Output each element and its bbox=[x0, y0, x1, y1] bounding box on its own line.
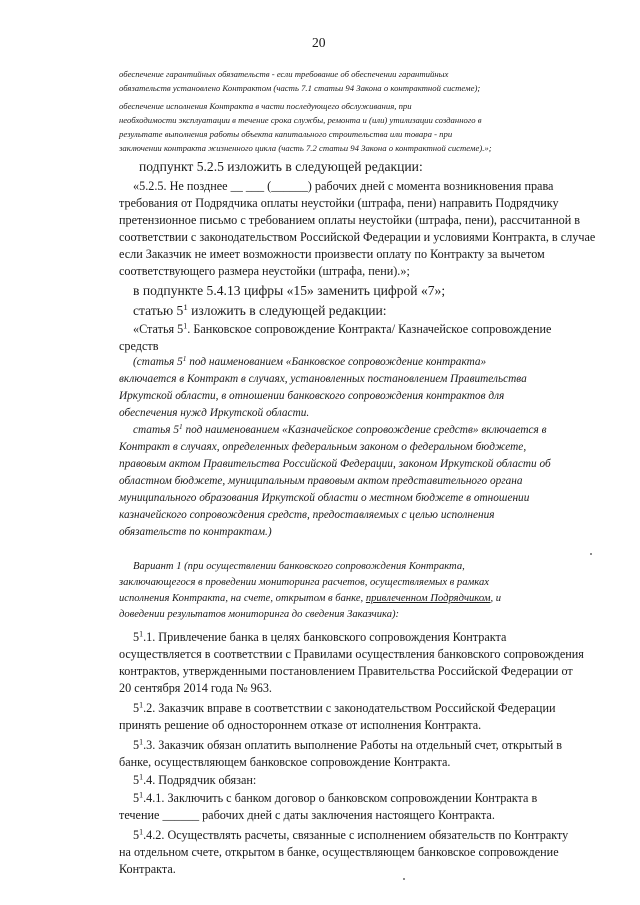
text-line: обязательств по контрактам.) bbox=[119, 526, 272, 538]
text-segment: 5 bbox=[133, 701, 140, 715]
text-line: подпункт 5.2.5 изложить в следующей редакции: bbox=[139, 159, 423, 174]
text-line bbox=[133, 421, 547, 436]
text-line bbox=[133, 774, 256, 786]
text-segment: .1. Привлечение банка в целях банковского сопровождения Контракта bbox=[143, 630, 507, 644]
text-line bbox=[119, 102, 597, 111]
superscript: 1 bbox=[139, 790, 144, 800]
superscript: 1 bbox=[139, 629, 144, 639]
superscript: 1 bbox=[178, 421, 183, 431]
text-line: обязательств установлено Контрактом (часть 7.1 статьи 94 Закона о контрактной системе); bbox=[119, 83, 481, 93]
text-line: осуществляется в соответствии с Правилами осуществления банковского сопровождения bbox=[119, 647, 584, 661]
text-segment: .4.2. Осуществлять расчеты, связанные с исполнением обязательств по Контракту bbox=[143, 828, 569, 842]
text-line: претензионное письмо с требованием оплаты неустойки (штрафа, пени), рассчитанной в bbox=[119, 213, 581, 227]
superscript: 1 bbox=[182, 353, 187, 363]
superscript: 1 bbox=[183, 321, 188, 331]
text-line: 20 сентября 2014 года № 963. bbox=[119, 681, 272, 695]
text-segment: 5 bbox=[133, 828, 140, 842]
text-line: принять решение об одностороннем отказе от исполнения Контракта. bbox=[119, 718, 482, 732]
text-line: доведении результатов мониторинга до сведения Заказчика): bbox=[119, 609, 400, 620]
text-segment: 5 bbox=[133, 630, 140, 644]
text-line: течение ______ рабочих дней с даты заключения настоящего Контракта. bbox=[119, 808, 495, 822]
text-segment: «Статья 5 bbox=[133, 322, 184, 336]
scan-speck bbox=[403, 878, 405, 880]
text-line: результате выполнения работы объекта капитального строительства или товара - при bbox=[119, 129, 453, 139]
scan-speck bbox=[590, 553, 592, 555]
text-segment: привлеченном Подрядчиком bbox=[365, 593, 491, 604]
text-segment: .4. Подрядчик обязан: bbox=[143, 773, 257, 787]
superscript: 1 bbox=[139, 772, 144, 782]
text-segment: 5 bbox=[133, 791, 140, 805]
text-line: контрактов, утвержденными постановлением Правительства Российской Федерации от bbox=[119, 664, 573, 678]
text-segment: (статья 5 bbox=[133, 356, 183, 368]
text-line: заключающегося в проведении мониторинга расчетов, осуществляемых в рамках bbox=[119, 577, 489, 588]
text-line: Контракта. bbox=[119, 862, 176, 876]
text-line: соответствии с законодательством Российской Федерации и условиями Контракта, в случае bbox=[119, 230, 596, 244]
text-segment: изложить в следующей редакции: bbox=[187, 303, 387, 318]
text-line: казначейского сопровождения средств, предоставляемых с целью исполнения bbox=[119, 509, 495, 521]
text-line: Вариант 1 (при осуществлении банковского сопровождения Контракта, bbox=[133, 561, 465, 572]
superscript: 1 bbox=[139, 737, 144, 747]
text-line: если Заказчик не имеет возможности произвести оплату по Контракту за вычетом bbox=[119, 247, 545, 261]
text-segment: . Банковское сопровождение Контракта/ Казначейское сопровождение bbox=[187, 322, 552, 336]
text-line: обеспечения нужд Иркутской области. bbox=[119, 407, 310, 419]
text-line: банке, осуществляющем банковское сопровождение Контракта. bbox=[119, 755, 451, 769]
text-segment: под наименованием «Казначейское сопровождение средств» включается в bbox=[182, 424, 547, 436]
text-line: необходимости эксплуатации в течение срока службы, ремонта и (или) утилизации созданного в bbox=[119, 115, 482, 125]
text-line: муниципального образования Иркутской области о местном бюджете в отношении bbox=[119, 492, 530, 504]
text-line bbox=[133, 323, 551, 335]
text-line bbox=[119, 594, 501, 605]
text-segment: .4.1. Заключить с банком договор о банковском сопровождении Контракта в bbox=[143, 791, 538, 805]
text-line: правовым актом Правительства Российской Федерации, законом Иркутской области об bbox=[119, 458, 551, 470]
text-segment: исполнения Контракта, на счете, открытом в банке, bbox=[119, 593, 366, 604]
text-line bbox=[133, 792, 537, 804]
text-line: средств bbox=[119, 339, 159, 353]
text-segment: под наименованием «Банковское сопровождение контракта» bbox=[186, 356, 487, 368]
text-line: соответствующего размера неустойки (штрафа, пени).»; bbox=[119, 264, 410, 278]
text-segment: .3. Заказчик обязан оплатить выполнение Работы на отдельный счет, открытый в bbox=[143, 738, 563, 752]
text-line: требования от Подрядчика оплаты неустойки (штрафа, пени) направить Подрядчику bbox=[119, 196, 559, 210]
text-line: «5.2.5. Не позднее __ ___ (______) рабочих дней с момента возникновения права bbox=[133, 179, 554, 193]
text-segment: 5 bbox=[133, 773, 140, 787]
text-segment: .2. Заказчик вправе в соответствии с законодательством Российской Федерации bbox=[143, 701, 556, 715]
superscript: 1 bbox=[139, 827, 144, 837]
text-segment: , и bbox=[490, 593, 502, 604]
text-line: включается в Контракт в случаях, установленных постановлением Правительства bbox=[119, 373, 527, 385]
text-line bbox=[133, 304, 387, 318]
text-segment: статью 5 bbox=[133, 303, 184, 318]
text-line: Иркутской области, в отношении банковского сопровождения контрактов для bbox=[119, 390, 505, 402]
text-line bbox=[133, 739, 562, 751]
superscript: 1 bbox=[139, 700, 144, 710]
text-line: обеспечение гарантийных обязательств - если требование об обеспечении гарантийных bbox=[119, 69, 449, 79]
text-segment: обеспечение исполнения Контракта в части последующего обслуживания, при bbox=[119, 101, 412, 111]
text-line bbox=[133, 631, 506, 643]
text-segment: статья 5 bbox=[133, 424, 179, 436]
text-line: в подпункте 5.4.13 цифры «15» заменить цифрой «7»; bbox=[133, 283, 446, 298]
text-segment: 5 bbox=[133, 738, 140, 752]
text-line bbox=[133, 353, 487, 368]
text-line bbox=[133, 702, 555, 714]
superscript: 1 bbox=[183, 302, 188, 313]
page-number: 20 bbox=[312, 35, 326, 50]
text-line: заключении контракта жизненного цикла (часть 7.2 статьи 94 Закона о контрактной системе).»; bbox=[119, 143, 492, 153]
text-line: областном бюджете, муниципальным правовым актом представительного органа bbox=[119, 475, 523, 487]
text-line: Контракт в случаях, определенных федеральным законом о федеральном бюджете, bbox=[119, 441, 527, 453]
text-line bbox=[133, 829, 568, 841]
text-line: на отдельном счете, открытом в банке, осуществляющем банковское сопровождение bbox=[119, 845, 559, 859]
